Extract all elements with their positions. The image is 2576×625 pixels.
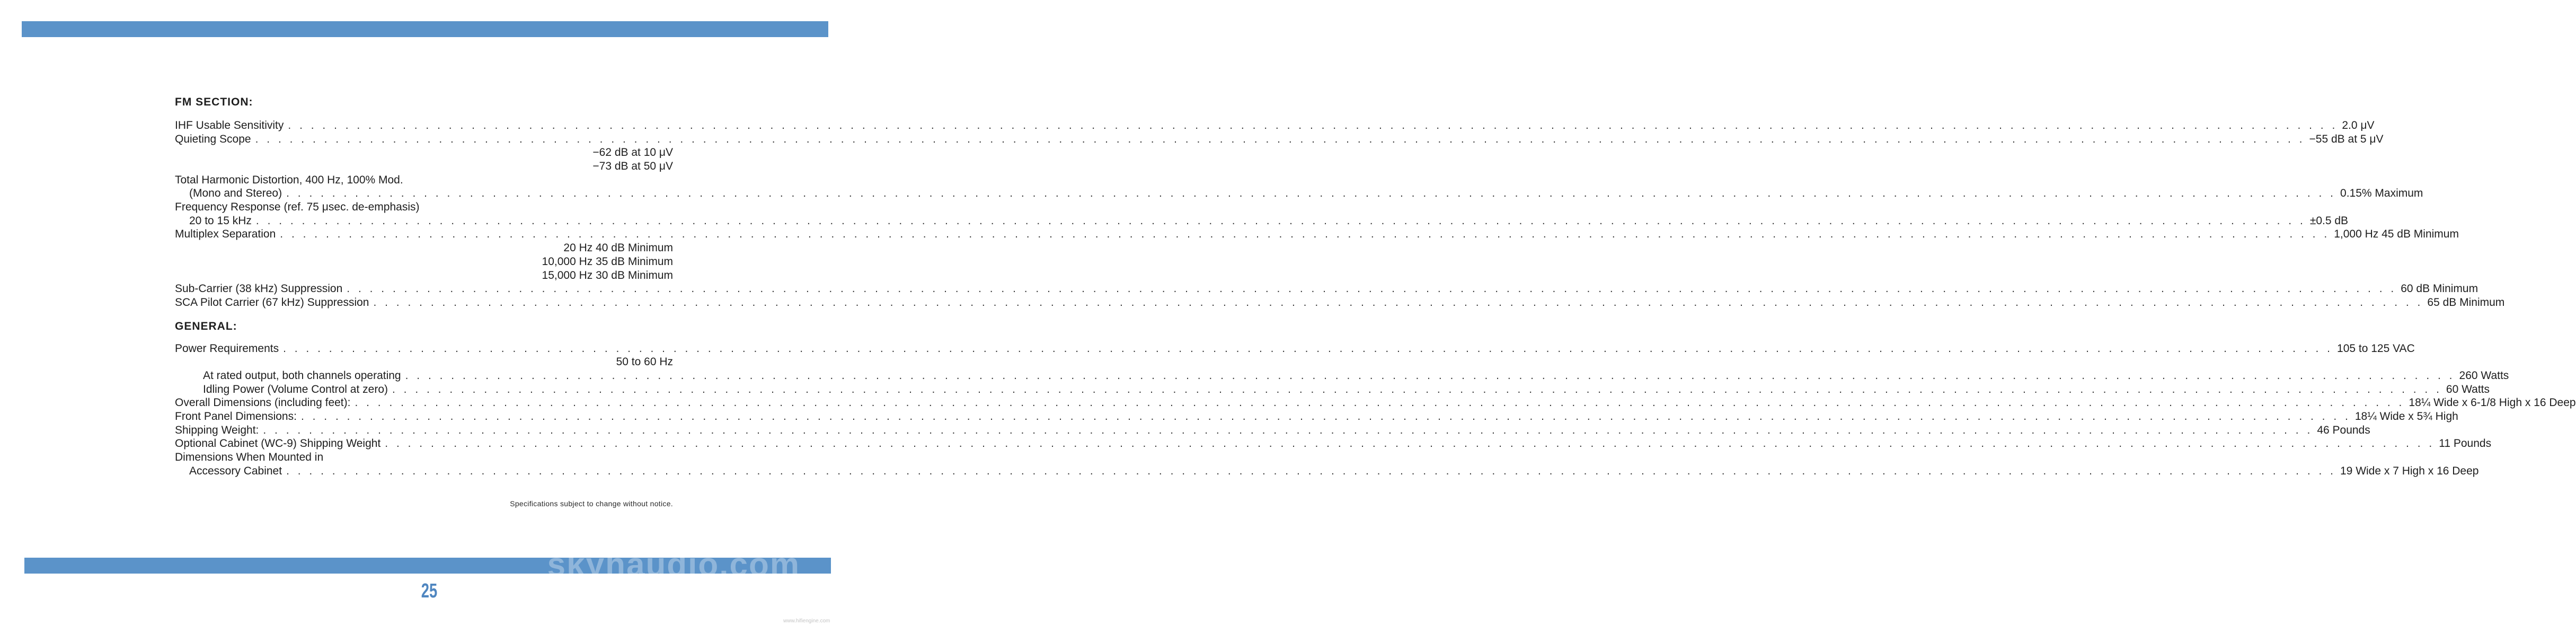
spec-line-ihf-sensitivity [175,119,2375,133]
spec-line-overall-dimensions [175,396,2576,410]
spec-label: Optional Cabinet (WC-9) Shipping Weight [175,437,381,450]
spec-line-quieting-scope-3 [175,160,673,173]
dot-leader [286,464,2336,478]
spec-value: 1,000 Hz 45 dB Minimum [2334,228,2459,241]
spec-value: 11 Pounds [2439,437,2492,450]
dot-leader [286,187,2336,200]
spec-value: 18¼ Wide x 6-1/8 High x 16 Deep [2409,397,2576,409]
dot-leader [392,383,2442,397]
dot-leader [280,227,2330,241]
footnote: Specifications subject to change without notice. [510,499,673,508]
spec-line-rated-output-power [175,369,2509,383]
general-section-heading: GENERAL: [175,320,237,332]
dot-leader [301,410,2351,424]
spec-line-sca-pilot-suppression [175,296,2505,310]
spec-line-quieting-scope [175,133,2384,146]
spec-line-accessory-cabinet [175,464,2479,478]
spec-value: −62 dB at 10 μV [592,146,673,159]
bottom-color-band [24,547,831,583]
spec-line-frequency-response [175,214,2349,228]
spec-value: 50 to 60 Hz [616,356,673,368]
spec-line-quieting-scope-2 [175,146,673,160]
spec-line-multiplex-separation-3 [175,255,673,269]
spec-label: 20 to 15 kHz [189,214,252,227]
fm-section-heading: FM SECTION: [175,96,253,108]
spec-line-thd [175,187,2423,200]
spec-value: 20 Hz 40 dB Minimum [563,242,673,254]
dot-leader [255,133,2305,146]
spec-value: 260 Watts [2459,369,2509,382]
spec-line-power-requirements-2 [175,355,673,369]
dot-leader [256,214,2306,228]
spec-label: Sub-Carrier (38 kHz) Suppression [175,283,343,295]
spec-line-multiplex-separation [175,228,2459,242]
spec-value: 15,000 Hz 30 dB Minimum [542,269,673,281]
spec-value: 46 Pounds [2317,424,2370,436]
dot-leader [405,369,2455,383]
spec-label: Accessory Cabinet [189,464,282,477]
spec-label: Shipping Weight: [175,424,259,436]
page-number: 25 [421,580,438,602]
spec-line-mounted-dimensions-title [175,451,673,464]
spec-label: At rated output, both channels operating [203,369,401,382]
spec-value: −73 dB at 50 μV [592,160,673,173]
spec-value: 0.15% Maximum [2340,187,2423,200]
spec-line-power-requirements [175,342,2415,356]
spec-label: Overall Dimensions (including feet): [175,397,351,409]
spec-value: 105 to 125 VAC [2337,342,2415,355]
dot-leader [385,437,2435,451]
spec-label: Power Requirements [175,342,279,355]
spec-line-thd-title [175,173,673,187]
spec-label: Multiplex Separation [175,228,276,241]
spec-label: Total Harmonic Distortion, 400 Hz, 100% Mod. [175,173,403,186]
top-color-band [22,21,828,37]
spec-value: −55 dB at 5 μV [2309,133,2384,145]
spec-line-shipping-weight [175,424,2370,437]
spec-line-multiplex-separation-4 [175,269,673,283]
dot-leader [355,396,2404,410]
watermark: skyhaudio.com [547,547,800,583]
spec-label: Dimensions When Mounted in [175,451,324,464]
spec-line-multiplex-separation-2 [175,241,673,255]
dot-leader [283,342,2333,356]
spec-label: (Mono and Stereo) [189,187,282,200]
spec-value: 2.0 μV [2342,119,2375,131]
dot-leader [263,424,2313,437]
spec-value: 60 dB Minimum [2401,283,2478,295]
spec-line-idling-power [175,383,2490,397]
spec-value: 19 Wide x 7 High x 16 Deep [2340,464,2479,477]
spec-line-front-panel-dimensions [175,410,2458,424]
spec-value: 10,000 Hz 35 dB Minimum [542,255,673,268]
spec-value: ±0.5 dB [2309,214,2349,227]
spec-label: IHF Usable Sensitivity [175,119,284,131]
source-credit: www.hifiengine.com [783,618,830,624]
spec-line-frequency-response-title [175,200,673,214]
spec-value: 18¼ Wide x 5¾ High [2354,410,2458,423]
spec-value: 65 dB Minimum [2427,296,2505,309]
spec-label: Quieting Scope [175,133,251,145]
spec-line-cabinet-shipping-weight [175,437,2492,451]
spec-label: Frequency Response (ref. 75 μsec. de-emphasis) [175,201,420,214]
spec-label: Idling Power (Volume Control at zero) [203,383,388,395]
dot-leader [347,282,2396,296]
dot-leader [373,296,2423,310]
dot-leader [288,119,2338,133]
spec-label: SCA Pilot Carrier (67 kHz) Suppression [175,296,369,309]
specifications-block [175,95,2576,508]
spec-value: 60 Watts [2446,383,2490,395]
spec-line-sub-carrier-suppression [175,282,2478,296]
spec-label: Front Panel Dimensions: [175,410,297,423]
